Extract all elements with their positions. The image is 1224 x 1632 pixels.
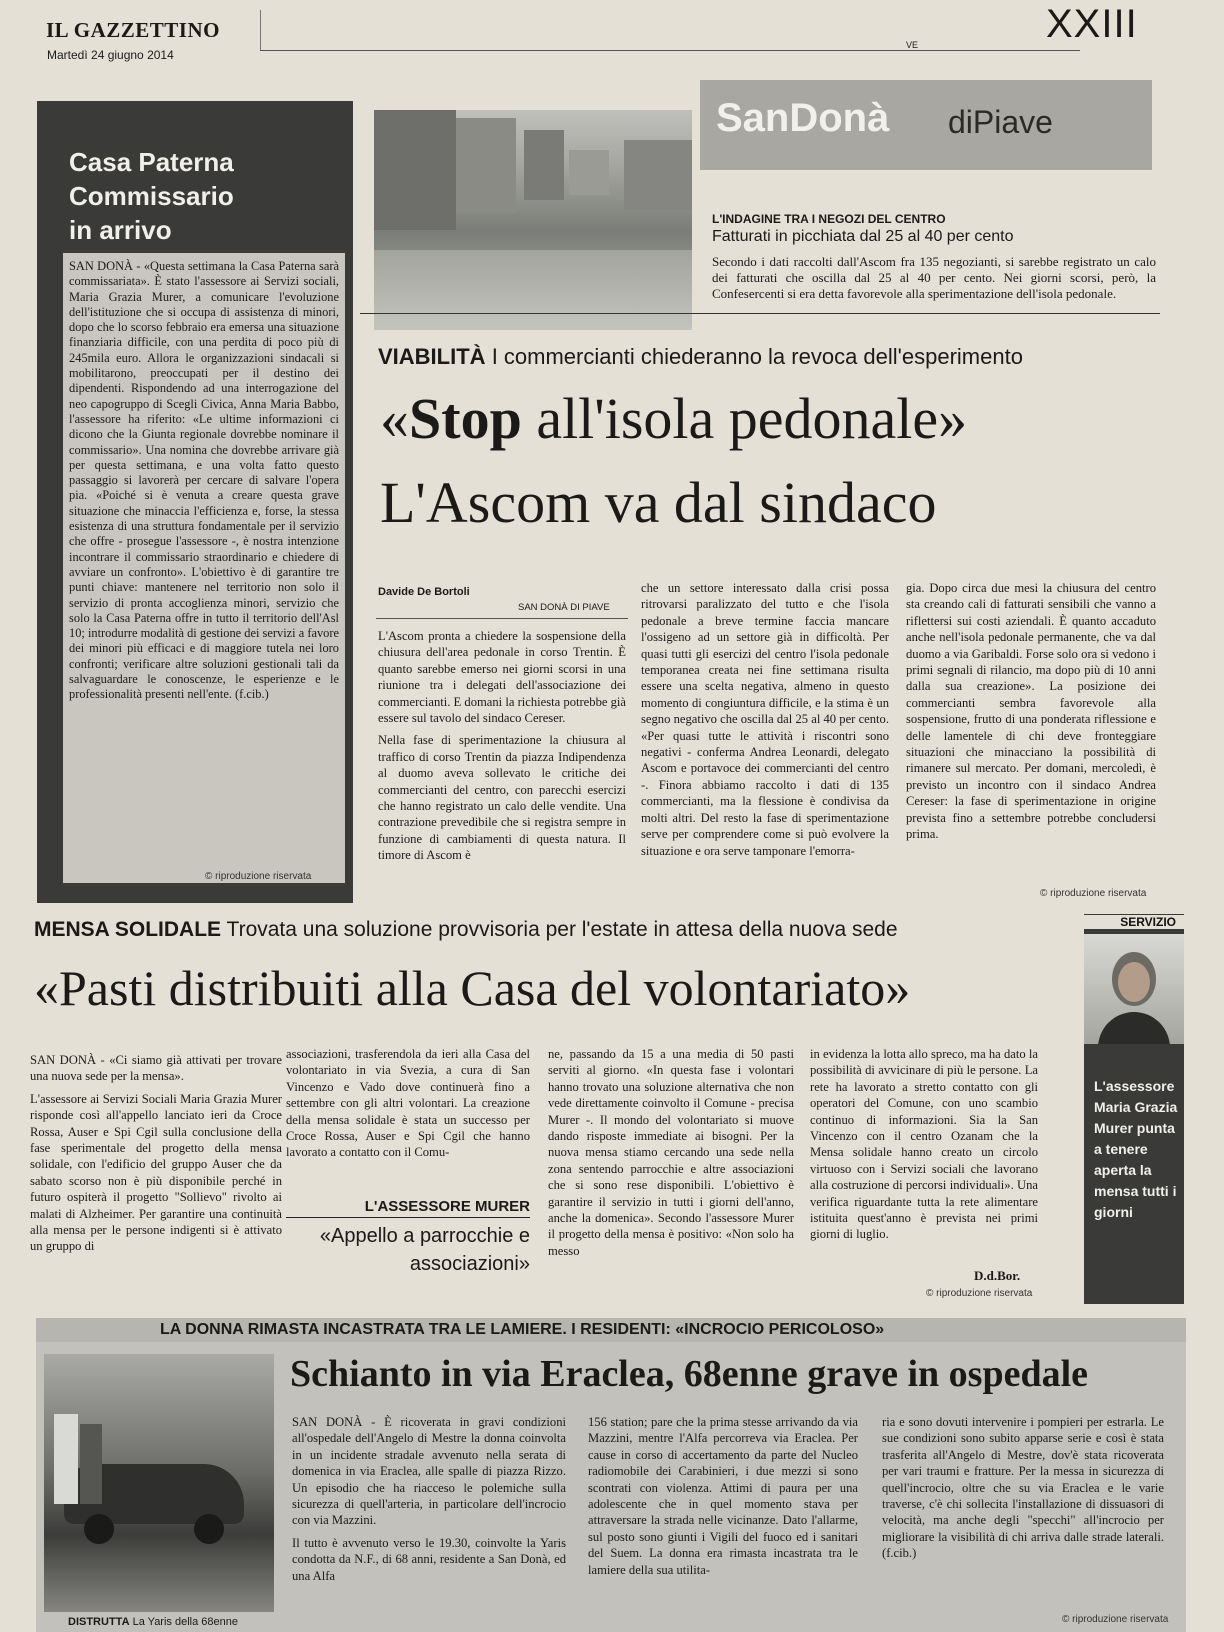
- main-copyright: © riproduzione riservata: [1040, 888, 1147, 899]
- paper-name: IL GAZZETTINO: [46, 18, 220, 42]
- main-col-3: [906, 580, 1156, 886]
- main-overline: I commercianti chiederanno la revoca dell'esperimento: [491, 344, 1023, 369]
- main-kicker: VIABILITÀ: [378, 344, 486, 369]
- portrait-photo: [1084, 934, 1184, 1044]
- servizio-box: [1084, 914, 1184, 1304]
- main-col-1: [378, 628, 626, 898]
- mensa-title: «Pasti distribuiti alla Casa del volontariato»: [34, 960, 911, 1016]
- main-col3-text: gia. Dopo circa due mesi la chiusura del centro sta creando cali di fatturati sensibili che vanno a riflettersi sui costi aziendali. È quanto accaduto anche nell'isola pedonale permanente, che va dal duomo a via Garibaldi. Forse solo ora si vedono i primi segnali di rilancio, ma dopo più di 10 anni dalla sua creazione». La posizione dei commercianti sembra favorevole alla sospensione, frutto di una ponderata riflessione e delle lamentele di chi deve fronteggiare situazioni che minacciano la possibilità di rimanere sul mercato. Per domani, mercoledì, è previsto un incontro con il sindaco Andrea Cereser: la fase di sperimentazione in origine prevista fino a settembre potrebbe concludersi prima.: [906, 581, 1156, 842]
- mensa-pull-kicker: L'ASSESSORE MURER: [286, 1198, 530, 1218]
- mensa-pullquote: [286, 1198, 530, 1294]
- mensa-col-3: [548, 1046, 794, 1302]
- main-title-line2: L'Ascom va dal sindaco: [380, 470, 937, 535]
- crash-caption-kicker: DISTRUTTA: [68, 1616, 130, 1628]
- crash-title: Schianto in via Eraclea, 68enne grave in ospedale: [290, 1353, 1088, 1395]
- sidebar-body: SAN DONÀ - «Questa settimana la Casa Paterna sarà commissariata». È stato l'assessore ai Servizi sociali, Maria Grazia Murer, a comunicare l'evoluzione dell'istituzione che si occupa di assistenza di minori, dopo che lo scorso febbraio era emersa una situazione finanziaria difficile, con una perdita di poco più di 245mila euro. Allora le organizzazioni sindacali si mobilitarono, preoccupati per il destino dei dipendenti. Rispondendo ad una interrogazione del neo capogruppo di Scegli Civica, Anna Maria Babbo, l'assessore ha riferito: «Le ultime informazioni ci dicono che la Giunta regionale dovrebbe nominare il commissario». Una nomina che dovrebbe arrivare già per questa settimana, e una volta fatto questo passaggio si lavorerà per cercare di salvare l'opera pia. «Poiché si è venuta a creare questa grave situazione che minaccia l'efficienza e, forse, la stessa esistenza di una struttura fondamentale per il servizio che offre - prosegue l'assessore -, è nostra intenzione incontrare il commissario straordinario e chiedere di avviare un confronto». L'obiettivo è di garantire tre punti chiave: mantenere nel territorio non solo il servizio di pronta accoglienza minori, servizio che solo la Casa Paterna offre in tutto il territorio dell'Asl 10; introdurre modalità di gestione dei servizi a favore dei minori più efficaci e di maggiore tutela nei loro confronti; verificare altre soluzioni gestionali tali da salvaguardare le conoscenze, le esperienze e le professionalità presenti nell'ente. (f.cib.): [69, 259, 339, 702]
- crash-col-3: [882, 1414, 1164, 1614]
- main-title-open: «: [380, 386, 409, 451]
- main-dateline: SAN DONÀ DI PIAVE: [518, 602, 610, 613]
- mensa-signature: D.d.Bor.: [974, 1268, 1021, 1283]
- crash-photo: [44, 1354, 274, 1612]
- mensa-col4-text: in evidenza la lotta allo spreco, ma ha dato la possibilità di avvicinare di più le persone. La rete ha lavorato a stretto contatto con gli operatori del Comune, con uno scambio continuo di informazioni. Sia la San Vincenzo con il centro Ozanam che la Mensa solidale hanno creato un circolo virtuoso con i Servizi sociali che lavorano alla costruzione di percorsi individuali». Una verifica riguardante tutta la rete alimentare istituita quest'anno è prevista nei primi giorni di luglio.: [810, 1047, 1038, 1242]
- mensa-col-2: [286, 1046, 530, 1192]
- mensa-col1-p2: L'assessore ai Servizi Sociali Maria Grazia Murer risponde così all'appello lanciato ieri da Croce Rossa, Auser e Spi Cgil sulla conclusione della fase sperimentale del progetto della mensa solidale, con l'edificio del gruppo Auser che da sabato scorso non è più disponibile perché in futuro ospiterà il progetto "Sollievo" rivolto ai malati di Alzheimer. Per garantire una continuità alla mensa per le persone indigenti si è attivato un gruppo di: [30, 1091, 282, 1254]
- main-col-2: [641, 580, 889, 898]
- sidebar-title: Casa Paterna Commissario in arrivo: [69, 147, 234, 245]
- mensa-col2-text: associazioni, trasferendola da ieri alla Casa del volontariato in via Svezia, a cura di San Vincenzo e Vado dove continuerà fino a settembre con gli altri volontari. La creazione della mensa solidale è stata un successo per Croce Rossa, Auser e Spi Cgil che hanno lavorato a contatto con il Comu-: [286, 1047, 530, 1160]
- indagine-headline: Fatturati in picchiata dal 25 al 40 per cento: [712, 228, 1014, 245]
- indagine-body: Secondo i dati raccolti dall'Ascom fra 135 negozianti, si sarebbe registrato un calo dei fatturati che oscilla dal 25 al 40 per cento. Nei giorni scorsi, però, la Confesercenti si era detta favorevole alla sperimentazione dell'isola pedonale.: [712, 254, 1156, 301]
- crash-caption-line: [68, 1616, 238, 1628]
- crash-col-2: [588, 1414, 858, 1632]
- main-title-bold: Stop: [409, 386, 522, 451]
- main-byline-rule: [376, 618, 628, 619]
- portrait-caption: L'assessore Maria Grazia Murer punta a tenere aperta la mensa tutti i giorni: [1094, 1078, 1178, 1220]
- mensa-col-1: [30, 1052, 282, 1302]
- edition-code: VE: [906, 40, 919, 50]
- main-kicker-line: [378, 344, 1023, 370]
- sidebar-box: [37, 101, 353, 903]
- mensa-col-4: [810, 1046, 1038, 1258]
- crash-col-1: [292, 1414, 566, 1632]
- main-author: Davide De Bortoli: [378, 586, 470, 598]
- mensa-pull-quote: «Appello a parrocchie e associazioni»: [319, 1225, 530, 1275]
- crash-kicker-band: [36, 1318, 1186, 1342]
- indagine-box: [712, 210, 1162, 320]
- crash-col2-text: 156 station; pare che la prima stesse arrivando da via Mazzini, mentre l'Alfa percorreva via Eraclea. Per cause in corso di accertamento da parte del Nucleo radiomobile dei Carabinieri, i due mezzi si sono scontrati con violenza. Attimi di paura per una adolescente che in quel momento stava per attraversare la strada nelle vicinanze. Dato l'allarme, sul posto sono giunti i Vigili del fuoco ed i sanitari del Suem. La donna era rimasta incastrata tra le lamiere della sua utilita-: [588, 1415, 858, 1577]
- main-col2-text: che un settore interessato dalla crisi possa ritrovarsi paralizzato del tutto e che l'isola pedonale a breve termine faccia mancare l'ossigeno ad un settore già in difficoltà. Per quasi tutti gli esercizi del centro l'isola pedonale temporanea creata nei fine settimana risulta essere una scelta negativa, almeno in questo momento di congiuntura difficile, e la stima è un segno negativo che oscilla dal 25 al 40 per cento. «Per quasi tutte le attività i riscontri sono negativi - conferma Andrea Leonardi, delegato Ascom e portavoce dei commercianti del centro -. Finora abbiamo raccolto i dati di 135 commercianti, ma la flessione è condivisa da molti altri. Del resto la fase di sperimentazione serve per comprendere come si può evolvere la situazione e ora serve tamponare l'emorra-: [641, 581, 889, 858]
- crash-copyright: © riproduzione riservata: [1062, 1614, 1169, 1625]
- street-photo: [374, 110, 692, 330]
- crash-col1-p1: SAN DONÀ - È ricoverata in gravi condizioni all'ospedale dell'Angelo di Mestre la donna coinvolta in un incidente stradale avvenuto nella serata di domenica in via Eraclea, alle spalle di piazza Rizzo. Un episodio che ha riacceso le polemiche sulla sicurezza di quell'arteria, in particolare dell'incrocio con via Mazzini.: [292, 1415, 566, 1528]
- masthead: [0, 0, 1224, 80]
- main-title-rest: all'isola pedonale»: [521, 386, 968, 451]
- indagine-kicker: L'INDAGINE TRA I NEGOZI DEL CENTRO: [712, 212, 946, 226]
- masthead-divider: [260, 10, 261, 50]
- sidebar-copyright: © riproduzione riservata: [205, 871, 312, 882]
- top-rule: [360, 313, 1160, 314]
- mensa-overline: Trovata una soluzione provvisoria per l'estate in attesa della nuova sede: [226, 918, 898, 941]
- mensa-copyright: © riproduzione riservata: [926, 1288, 1033, 1299]
- mensa-kicker-line: [34, 918, 898, 942]
- mensa-col1-p1: SAN DONÀ - «Ci siamo già attivati per trovare una nuova sede per la mensa».: [30, 1053, 282, 1084]
- section-city: SanDonà: [716, 96, 890, 140]
- servizio-label: SERVIZIO: [1084, 915, 1184, 929]
- crash-col3-text: ria e sono dovuti intervenire i pompieri per estrarla. Le sue condizioni sono subito apparse serie e così è stata trasferita all'Angelo di Mestre, dov'è stata ricoverata per vari traumi e fratture. Per la messa in sicurezza di quell'incrocio, oltre che su via Eraclea e le varie traverse, c'è chi sollecita l'installazione di dissuasori di velocità, ma anche degli "specchi" all'incrocio per migliorare la visibilità di chi arriva dalle strade laterali. (f.cib.): [882, 1415, 1164, 1561]
- crash-kicker: LA DONNA RIMASTA INCASTRATA TRA LE LAMIERE. I RESIDENTI: «INCROCIO PERICOLOSO»: [160, 1321, 885, 1338]
- page-number: XXIII: [1046, 2, 1138, 46]
- section-header: [700, 80, 1152, 170]
- issue-date: Martedì 24 giugno 2014: [47, 48, 174, 62]
- main-col1-p1: L'Ascom pronta a chiedere la sospensione della chiusura dell'area pedonale in corso Trentin. È quanto sarebbe emerso nei giorni scorsi in una riunione tra i delegati dell'associazione dei commercianti. E domani la richiesta potrebbe già essere sul tavolo del sindaco Cereser.: [378, 629, 626, 726]
- mensa-kicker: MENSA SOLIDALE: [34, 918, 222, 941]
- masthead-rule: [260, 50, 1080, 51]
- crash-col1-p2: Il tutto è avvenuto verso le 19.30, coinvolte la Yaris condotta da N.F., di 68 anni, residente a San Donà, ed una Alfa: [292, 1535, 566, 1583]
- main-title-line1: [380, 386, 967, 452]
- section-city-suffix: diPiave: [948, 104, 1053, 140]
- crash-caption: La Yaris della 68enne: [132, 1616, 238, 1628]
- main-col1-p2: Nella fase di sperimentazione la chiusura al traffico di corso Trentin da piazza Indipendenza al duomo aveva sollevato le critiche dei commercianti del centro, con parecchi esercizi che hanno registrato un calo delle vendite. Una contrazione prevedibile che si registra sempre in funzione di cambiamenti di questa natura. Il timore di Ascom è: [378, 733, 626, 863]
- mensa-col3-text: ne, passando da 15 a una media di 50 pasti serviti al giorno. «In questa fase i volontari hanno trovato una soluzione alternativa che non vede direttamente coinvolto il Comune - precisa Murer -. Il mondo del volontariato si muove dando risposte immediate ai bisogni. Per la nuova mensa stiamo cercando una sede nella zona sentendo parrocchie e altre associazioni che si sono rese disponibili. L'obiettivo è garantire il servizio in tutti i giorni dell'anno, anche la domenica». Secondo l'assessore Murer il progetto della mensa è positivo: «Non solo ha messo: [548, 1047, 794, 1258]
